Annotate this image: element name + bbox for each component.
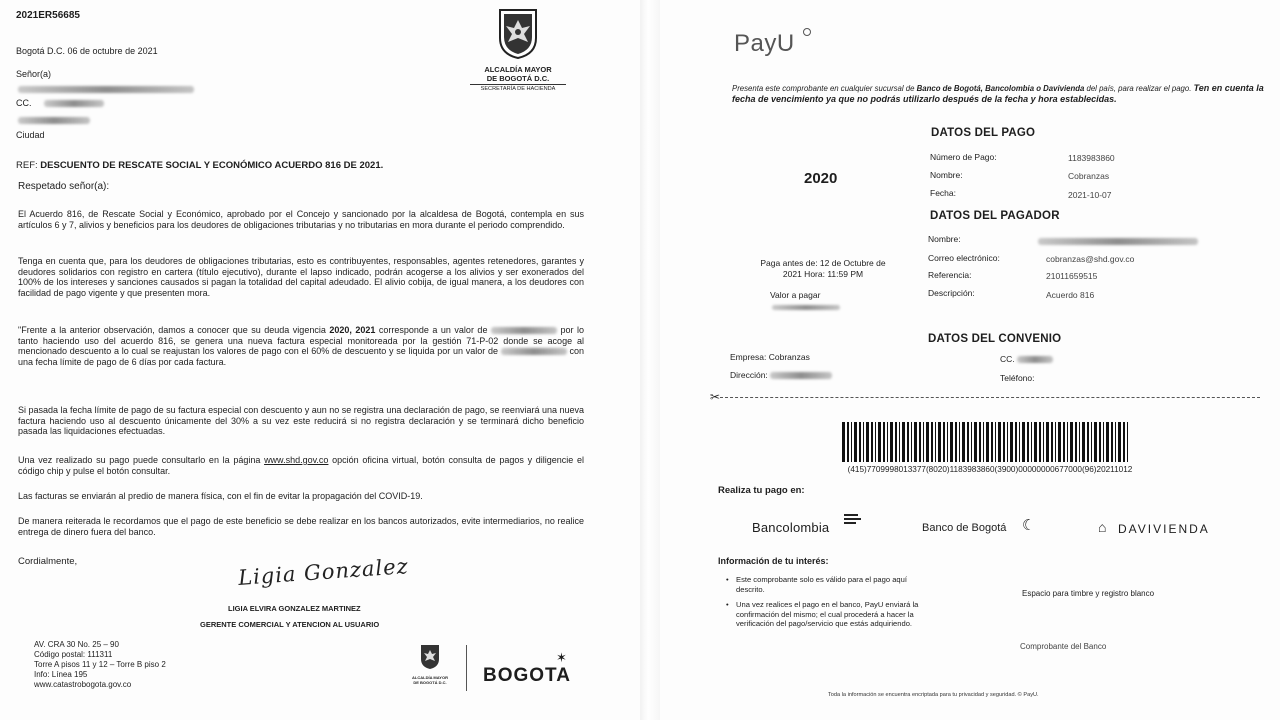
pay-at-title: Realiza tu pago en: <box>718 485 805 496</box>
payer-email-value: cobranzas@shd.gov.co <box>1046 254 1135 264</box>
barcode-bar <box>947 422 948 462</box>
redacted-amount <box>772 305 840 310</box>
signer-name: LIGIA ELVIRA GONZALEZ MARTINEZ <box>228 604 361 613</box>
barcode-bar <box>847 422 849 462</box>
barcode-bar <box>931 422 933 462</box>
agreement-section-title: DATOS DEL CONVENIO <box>928 333 1062 345</box>
barcode-bar <box>1051 422 1053 462</box>
footer-address <box>34 640 166 690</box>
barcode-bar <box>887 422 888 462</box>
redacted-address <box>18 117 90 124</box>
recipient-city: Ciudad <box>16 130 45 140</box>
payer-reference-value: 21011659515 <box>1046 271 1098 281</box>
logo-line-1: ALCALDÍA MAYOR <box>484 65 552 74</box>
receipt-intro <box>732 83 1274 105</box>
footer-address-line: AV. CRA 30 No. 25 – 90 <box>34 640 119 649</box>
barcode-bar <box>863 422 864 462</box>
company-field <box>730 352 810 362</box>
paragraph-7: De manera reiterada le recordamos que el pago de este beneficio se debe realizar en los bancos autorizados, evite intermediarios, no realice entrega de dinero fuera del banco. <box>18 516 584 537</box>
address-label: Dirección: <box>730 370 768 380</box>
barcode-bar <box>1034 422 1037 462</box>
cut-line <box>720 397 1260 398</box>
barcode-bar <box>923 422 924 462</box>
p3-intro: "Frente a la anterior observación, damos a conocer que su deuda vigencia <box>18 325 326 335</box>
barcode-bar <box>842 422 845 462</box>
stamp-space-label: Espacio para timbre y registro blanco <box>1022 589 1155 598</box>
footer-tower-line: Torre A pisos 11 y 12 – Torre B piso 2 <box>34 660 166 669</box>
banco-bogota-logo: Banco de Bogotá <box>922 522 1007 534</box>
barcode-bar <box>1022 422 1025 462</box>
company-value: Cobranzas <box>768 352 810 362</box>
barcode-bar <box>1115 422 1116 462</box>
barcode-bar <box>962 422 965 462</box>
recipient-title: Señor(a) <box>16 69 52 79</box>
payer-email-label: Correo electrónico: <box>928 253 1000 263</box>
p5-instructions: opción oficina virtual, botón consulta de pagos y diligencie el código chip y pulse el botón consultar. <box>18 455 584 476</box>
footer-logo-line-1: ALCALDÍA MAYOR <box>412 675 448 680</box>
info-title: Información de tu interés: <box>718 556 829 566</box>
footer-website-line: www.catastrobogota.gov.co <box>34 680 132 689</box>
barcode-bar <box>1063 422 1065 462</box>
bogota-brand-logo: BOGOTA <box>483 665 571 686</box>
barcode-bar <box>995 422 996 462</box>
barcode-bar <box>938 422 941 462</box>
barcode-bar <box>866 422 869 462</box>
redacted-discounted-value <box>501 348 567 355</box>
p3-deadline: con una fecha límite de pago de 6 días por cada factura. <box>18 346 584 367</box>
barcode-bar <box>950 422 953 462</box>
payment-section-title: DATOS DEL PAGO <box>931 127 1036 139</box>
shd-website-link[interactable]: www.shd.gov.co <box>264 455 329 465</box>
barcode-bar <box>1067 422 1068 462</box>
logo-line-3: SECRETARÍA DE HACIENDA <box>470 84 566 93</box>
barcode-bar <box>1123 422 1125 462</box>
barcode-bar <box>1046 422 1049 462</box>
barcode-bar <box>899 422 900 462</box>
due-date-line-2: 2021 Hora: 11:59 PM <box>782 269 864 279</box>
p5-intro: Una vez realizado su pago puede consultarlo en la página <box>18 455 261 465</box>
payment-number-label: Número de Pago: <box>930 152 997 162</box>
barcode-bar <box>1043 422 1044 462</box>
handwritten-signature: Ligia Gonzalez <box>237 554 410 590</box>
barcode-bar <box>1070 422 1073 462</box>
barcode-bar <box>1027 422 1029 462</box>
ref-label: REF: <box>16 160 38 171</box>
address-field <box>730 370 832 380</box>
signer-title: GERENTE COMERCIAL Y ATENCION AL USUARIO <box>200 620 380 629</box>
payer-section-title: DATOS DEL PAGADOR <box>930 210 1060 222</box>
bogota-star-icon: ✶ <box>556 650 567 665</box>
payment-name-value: Cobranzas <box>1068 171 1110 181</box>
barcode-bar <box>883 422 885 462</box>
payment-barcode <box>842 422 1132 462</box>
redacted-address-value <box>770 372 832 379</box>
cc-label: CC. <box>16 98 32 108</box>
intro-text-2: del país, para realizar el pago. <box>1086 84 1192 93</box>
barcode-bar <box>1091 422 1092 462</box>
paragraph-6: Las facturas se enviarán al predio de manera física, con el fin de evitar la propagación del COVID-19. <box>18 491 423 501</box>
barcode-bar <box>854 422 857 462</box>
barcode-bar <box>955 422 957 462</box>
redacted-agreement-cc <box>1017 356 1053 363</box>
bancolombia-logo: Bancolombia <box>752 520 830 535</box>
barcode-bar <box>998 422 1001 462</box>
paragraph-3 <box>18 325 584 367</box>
barcode-bar <box>959 422 960 462</box>
payer-description-value: Acuerdo 816 <box>1046 290 1095 300</box>
redacted-debt-value <box>491 327 557 334</box>
payu-logo-dot-icon <box>803 28 811 36</box>
intro-text: Presenta este comprobante en cualquier sucursal de <box>732 84 915 93</box>
alcaldia-logo <box>470 8 566 93</box>
payment-date-label: Fecha: <box>930 188 956 198</box>
banco-bogota-moon-icon: ☾ <box>1022 517 1036 534</box>
barcode-bar <box>859 422 861 462</box>
due-date-line-1: Paga antes de: 12 de Octubre de <box>760 258 886 268</box>
redacted-payer-name <box>1038 238 1198 245</box>
payer-name-label: Nombre: <box>928 234 961 244</box>
bancolombia-stripes-icon <box>844 514 862 522</box>
receipt-year: 2020 <box>804 170 838 187</box>
payu-receipt-page <box>660 0 1280 720</box>
barcode-bar <box>986 422 989 462</box>
agreement-cc-label: CC. <box>1000 354 1015 364</box>
barcode-bar <box>1099 422 1101 462</box>
small-coat-of-arms-icon <box>419 644 441 670</box>
barcode-bar <box>1106 422 1109 462</box>
intro-banks: Banco de Bogotá, Bancolombia o Davivienda <box>916 84 1085 93</box>
paragraph-2: Tenga en cuenta que, para los deudores de obligaciones tributarias, esto es contribuyentes, responsables, agentes retenedores, garantes y deudores solidarios con registro en cartera (título ejecutivo), durante el lapso indicado, podrán acogerse a los alivios y ser exonerados del 100% de los intereses y sanciones causados si pagan la totalidad del capital adeudado. El alivio cobija, de igual manera, a los deudores con facilidad de pago vigente y que presenten mora. <box>18 256 584 298</box>
barcode-bar <box>878 422 881 462</box>
footer-logo-line-2: DE BOGOTÁ D.C. <box>413 680 447 685</box>
p3-body: por lo tanto haciendo uso del acuerdo 816, se genera una nueva factura especial monitoreada por la gestión 71-P-02 donde se acoge al mencionado descuento a lo cual se reajustan los valores de pago con el 60% de descuento y se liquida por un valor de <box>18 325 584 357</box>
barcode-bar <box>1007 422 1008 462</box>
greeting: Respetado señor(a): <box>18 181 110 192</box>
barcode-bar <box>1111 422 1113 462</box>
barcode-bar <box>1094 422 1097 462</box>
payment-date-value: 2021-10-07 <box>1068 190 1112 200</box>
due-date <box>740 258 906 280</box>
barcode-bar <box>967 422 969 462</box>
barcode-bar <box>1075 422 1077 462</box>
footer-alcaldia-logo <box>408 644 452 685</box>
barcode-number: (415)7709998013377(8020)1183983860(3900)00000000677000(96)20211012 <box>847 465 1133 474</box>
barcode-bar <box>1003 422 1005 462</box>
barcode-bar <box>1039 422 1041 462</box>
barcode-bar <box>851 422 852 462</box>
barcode-bar <box>1031 422 1032 462</box>
agreement-cc-field <box>1000 354 1053 364</box>
barcode-bar <box>1055 422 1056 462</box>
page-fold <box>640 0 660 720</box>
barcode-bar <box>1118 422 1121 462</box>
barcode-bar <box>1015 422 1017 462</box>
barcode-bar <box>895 422 897 462</box>
reference-line <box>16 160 383 171</box>
info-item-1: • Este comprobante solo es válido para el pago aquí descrito. <box>736 575 934 594</box>
barcode-bar <box>1127 422 1128 462</box>
recipient-cc <box>16 98 104 109</box>
company-label: Empresa: <box>730 352 767 362</box>
logo-line-2: DE BOGOTÁ D.C. <box>486 74 550 83</box>
payment-name-label: Nombre: <box>930 170 963 180</box>
paragraph-1: El Acuerdo 816, de Rescate Social y Económico, aprobado por el Concejo y sancionado por la alcaldesa de Bogotá, contempla en sus artículos 6 y 7, alivios y beneficios para los deudores de obligaciones tributarias y no tributarias en mora durante el periodo comprendido. <box>18 209 584 230</box>
barcode-bar <box>1058 422 1061 462</box>
letter-date: Bogotá D.C. 06 de octubre de 2021 <box>16 46 158 56</box>
payment-number-value: 1183983860 <box>1068 153 1115 163</box>
barcode-bar <box>890 422 893 462</box>
closing: Cordialmente, <box>18 556 78 567</box>
phone-label: Teléfono: <box>1000 373 1035 383</box>
scissors-icon: ✂ <box>710 390 721 404</box>
info-item-2: • Una vez realices el pago en el banco, PayU enviará la confirmación del mismo; el cual procederá a hacer la verificación del pago/servicio que estás adquiriendo. <box>736 600 934 629</box>
receipt-footer-note: Toda la información se encuentra encriptada para tu privacidad y seguridad. © PayU. <box>828 692 1039 698</box>
redacted-recipient-name <box>18 86 194 93</box>
payer-description-label: Descripción: <box>928 288 975 298</box>
barcode-bar <box>926 422 929 462</box>
paragraph-4: Si pasada la fecha límite de pago de su factura especial con descuento y aun no se registra una declaración de pago, se reenviará una nueva factura haciendo uso al descuento únicamente del 30% a su vez este reducirá si no registra declaración y se terminará dicho beneficio pasada las liquidaciones efectuadas. <box>18 405 584 437</box>
footer-info-line: Info: Línea 195 <box>34 670 88 679</box>
p3-value-text: corresponde a un valor de <box>378 325 488 335</box>
intro-warning: Ten en cuenta la fecha de vencimiento ya que no podrás utilizarlo después de la fecha y hora establecidas. <box>732 83 1264 104</box>
barcode-bar <box>1103 422 1104 462</box>
davivienda-logo: DAVIVIENDA <box>1118 522 1210 536</box>
barcode-bar <box>871 422 873 462</box>
barcode-bar <box>1010 422 1013 462</box>
davivienda-house-icon: ⌂ <box>1098 519 1107 535</box>
barcode-bar <box>1079 422 1080 462</box>
barcode-bar <box>935 422 936 462</box>
payer-reference-label: Referencia: <box>928 270 972 280</box>
barcode-bar <box>971 422 972 462</box>
ref-text: DESCUENTO DE RESCATE SOCIAL Y ECONÓMICO ACUERDO 816 DE 2021. <box>40 160 384 171</box>
bogota-coat-of-arms-icon <box>498 8 538 60</box>
barcode-bar <box>907 422 909 462</box>
barcode-bar <box>911 422 912 462</box>
barcode-bar <box>1082 422 1085 462</box>
barcode-bar <box>1019 422 1020 462</box>
amount-label: Valor a pagar <box>770 290 821 300</box>
barcode-bar <box>974 422 977 462</box>
payu-logo: PayU <box>734 30 795 57</box>
barcode-bar <box>943 422 945 462</box>
barcode-bar <box>991 422 993 462</box>
barcode-bar <box>875 422 876 462</box>
barcode-bar <box>1087 422 1089 462</box>
radicado-number: 2021ER56685 <box>16 10 80 21</box>
barcode-bar <box>983 422 984 462</box>
p3-years: 2020, 2021 <box>329 325 376 335</box>
bank-receipt-label: Comprobante del Banco <box>1020 642 1107 651</box>
footer-logo-divider <box>466 645 467 691</box>
footer-postal-line: Código postal: 111311 <box>34 650 113 659</box>
paragraph-5 <box>18 455 584 476</box>
barcode-bar <box>902 422 905 462</box>
barcode-bar <box>919 422 921 462</box>
barcode-bar <box>914 422 917 462</box>
barcode-bar <box>979 422 981 462</box>
redacted-cc <box>44 100 104 107</box>
